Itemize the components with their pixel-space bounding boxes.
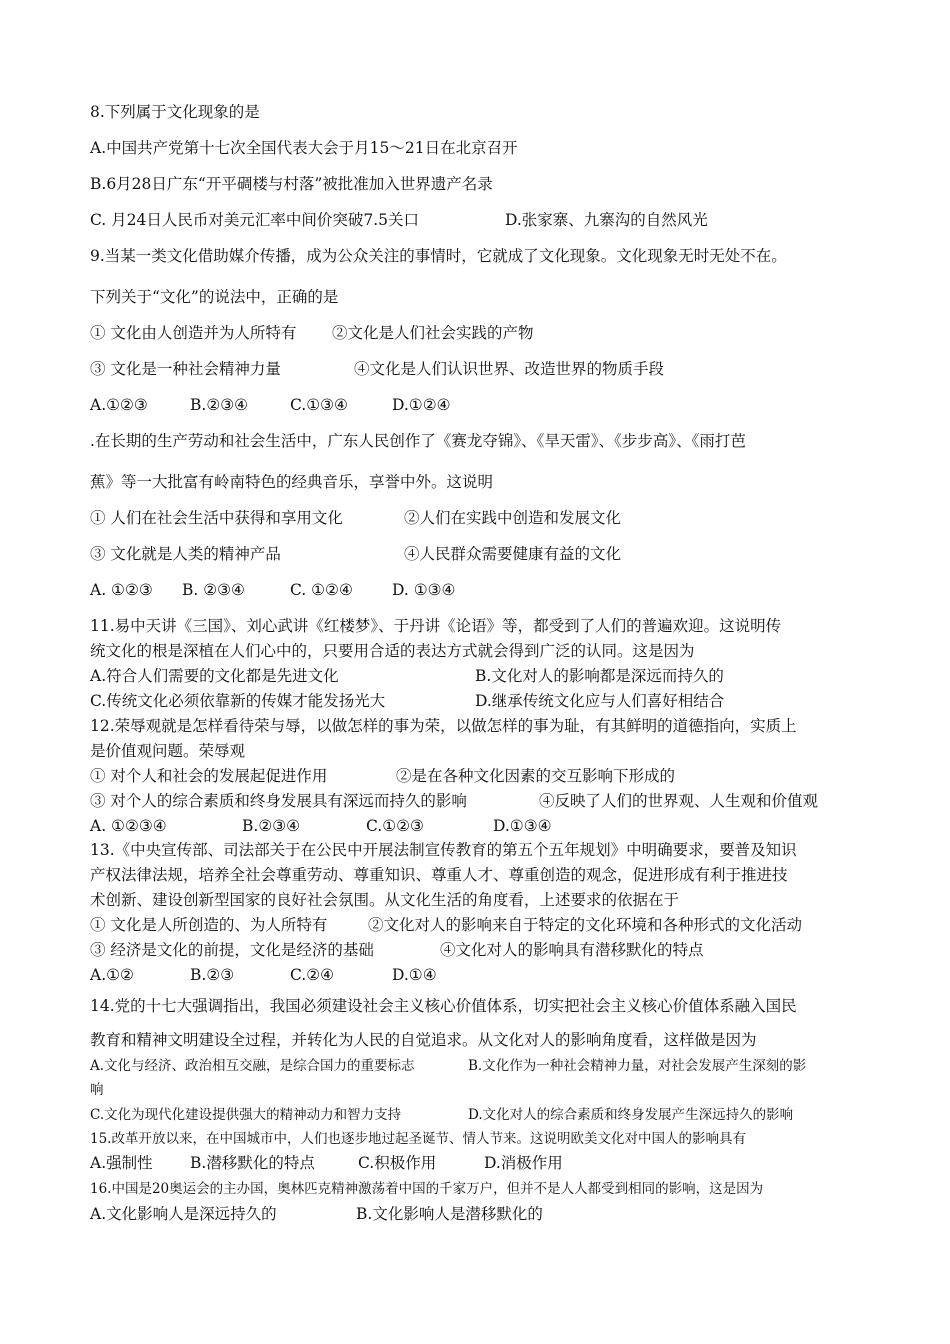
question-15-stem: 15.改革开放以来，在中国城市中，人们也逐步地过起圣诞节、情人节来。这说明欧美文化对中国人的影响具有 <box>90 1131 746 1147</box>
question-13-stem-line-1: 13.《中央宣传部、司法部关于在公民中开展法制宣传教育的第五个五年规划》中明确要求，要普及知识 <box>90 841 797 859</box>
question-13-statement-2: ②文化对人的影响来自于特定的文化环境和各种形式的文化活动 <box>368 916 803 934</box>
question-9-statement-1: ① 文化由人创造并为人所特有 <box>90 324 297 342</box>
question-8-option-d: D.张家寨、九寨沟的自然风光 <box>505 211 708 229</box>
question-10-option-c: C. ①②④ <box>290 581 353 599</box>
question-11-option-c: C.传统文化必须依靠新的传媒才能发扬光大 <box>90 692 386 710</box>
question-11-option-a: A.符合人们需要的文化都是先进文化 <box>90 667 339 685</box>
question-15-option-a: A.强制性 <box>90 1154 153 1172</box>
question-9-option-c: C.①③④ <box>290 396 348 414</box>
question-10-statement-4: ④人民群众需要健康有益的文化 <box>404 545 622 563</box>
question-15-option-d: D.消极作用 <box>484 1154 563 1172</box>
question-10-stem-line-1: .在长期的生产劳动和社会生活中，广东人民创作了《赛龙夺锦》、《旱天雷》、《步步高》、《雨打芭 <box>90 432 746 450</box>
question-8-option-b: B.6月28日广东“开平碉楼与村落”被批准加入世界遗产名录 <box>90 175 493 193</box>
question-14-option-b-continued: 响 <box>90 1082 104 1098</box>
question-12-option-a: A. ①②③④ <box>90 817 167 835</box>
question-11-stem-line-1: 11.易中天讲《三国》、刘心武讲《红楼梦》、于丹讲《论语》等，都受到了人们的普遍欢迎。这说明传 <box>90 617 782 635</box>
question-8-option-c: C. 月24日人民币对美元汇率中间价突破7.5关口 <box>90 211 420 229</box>
question-8-option-a: A.中国共产党第十七次全国代表大会于月15～21日在北京召开 <box>90 139 518 157</box>
question-12-option-d: D.①③④ <box>493 817 552 835</box>
question-8-stem: 8.下列属于文化现象的是 <box>90 103 260 121</box>
question-12-stem-line-2: 是价值观问题。荣辱观 <box>90 742 246 760</box>
question-15-option-b: B.潜移默化的特点 <box>190 1154 315 1172</box>
question-10-option-d: D. ①③④ <box>392 581 456 599</box>
question-14-stem-line-2: 教育和精神文明建设全过程，并转化为人民的自觉追求。从文化对人的影响角度看，这样做是因为 <box>90 1031 757 1049</box>
question-12-statement-2: ②是在各种文化因素的交互影响下形成的 <box>396 767 676 785</box>
question-13-option-c: C.②④ <box>290 966 335 984</box>
question-9-stem-line-1: 9.当某一类文化借助媒介传播，成为公众关注的事情时，它就成了文化现象。文化现象无时无处不在。 <box>90 247 787 265</box>
question-13-stem-line-2: 产权法律法规，培养全社会尊重劳动、尊重知识、尊重人才、尊重创造的观念，促进形成有利于推进技 <box>90 866 788 884</box>
question-12-statement-1: ① 对个人和社会的发展起促进作用 <box>90 767 328 785</box>
question-9-statement-2: ②文化是人们社会实践的产物 <box>332 324 534 342</box>
question-15-option-c: C.积极作用 <box>358 1154 437 1172</box>
question-12-stem-line-1: 12.荣辱观就是怎样看待荣与辱，以做怎样的事为荣，以做怎样的事为耻，有其鲜明的道德指向，实质上 <box>90 717 797 735</box>
question-11-option-d: D.继承传统文化应与人们喜好相结合 <box>475 692 725 710</box>
question-11-option-b: B.文化对人的影响都是深远而持久的 <box>475 667 724 685</box>
question-13-stem-line-3: 术创新、建设创新型国家的良好社会氛围。从文化生活的角度看，上述要求的依据在于 <box>90 891 680 909</box>
question-14-stem-line-1: 14.党的十七大强调指出，我国必须建设社会主义核心价值体系，切实把社会主义核心价值体系融入国民 <box>90 997 797 1015</box>
question-9-option-d: D.①②④ <box>392 396 451 414</box>
question-13-statement-4: ④文化对人的影响具有潜移默化的特点 <box>440 941 704 959</box>
question-10-option-a: A. ①②③ <box>90 581 153 599</box>
question-9-option-b: B.②③④ <box>190 396 249 414</box>
question-14-option-b: B.文化作为一种社会精神力量，对社会发展产生深刻的影 <box>468 1058 807 1074</box>
question-13-statement-3: ③ 经济是文化的前提，文化是经济的基础 <box>90 941 374 959</box>
question-16-option-a: A.文化影响人是深远持久的 <box>90 1205 277 1223</box>
question-13-option-a: A.①② <box>90 966 134 984</box>
question-10-statement-1: ① 人们在社会生活中获得和享用文化 <box>90 509 343 527</box>
question-12-statement-3: ③ 对个人的综合素质和终身发展具有深远而持久的影响 <box>90 792 467 810</box>
question-13-option-b: B.②③ <box>190 966 235 984</box>
question-16-option-b: B.文化影响人是潜移默化的 <box>356 1205 543 1223</box>
question-16-stem: 16.中国是20奥运会的主办国，奥林匹克精神激荡着中国的千家万户，但并不是人人都受到相同的影响，这是因为 <box>90 1181 764 1197</box>
question-9-statement-4: ④文化是人们认识世界、改造世界的物质手段 <box>354 360 665 378</box>
question-10-statement-2: ②人们在实践中创造和发展文化 <box>404 509 622 527</box>
question-14-option-d: D.文化对人的综合素质和终身发展产生深远持久的影响 <box>468 1107 794 1123</box>
question-12-option-c: C.①②③ <box>366 817 424 835</box>
question-9-statement-3: ③ 文化是一种社会精神力量 <box>90 360 281 378</box>
question-12-statement-4: ④反映了人们的世界观、人生观和价值观 <box>539 792 819 810</box>
question-14-option-c: C.文化为现代化建设提供强大的精神动力和智力支持 <box>90 1107 402 1123</box>
question-10-stem-line-2: 蕉》等一大批富有岭南特色的经典音乐，享誉中外。这说明 <box>90 473 494 491</box>
question-10-statement-3: ③ 文化就是人类的精神产品 <box>90 545 281 563</box>
question-12-option-b: B.②③④ <box>242 817 301 835</box>
question-10-option-b: B. ②③④ <box>182 581 245 599</box>
question-14-option-a: A.文化与经济、政治相互交融，是综合国力的重要标志 <box>90 1058 415 1074</box>
question-13-statement-1: ① 文化是人所创造的、为人所特有 <box>90 916 328 934</box>
question-9-stem-line-2: 下列关于“文化”的说法中，正确的是 <box>90 288 339 306</box>
question-11-stem-line-2: 统文化的根是深植在人们心中的，只要用合适的表达方式就会得到广泛的认同。这是因为 <box>90 642 695 660</box>
question-9-option-a: A.①②③ <box>90 396 148 414</box>
question-13-option-d: D.①④ <box>392 966 437 984</box>
